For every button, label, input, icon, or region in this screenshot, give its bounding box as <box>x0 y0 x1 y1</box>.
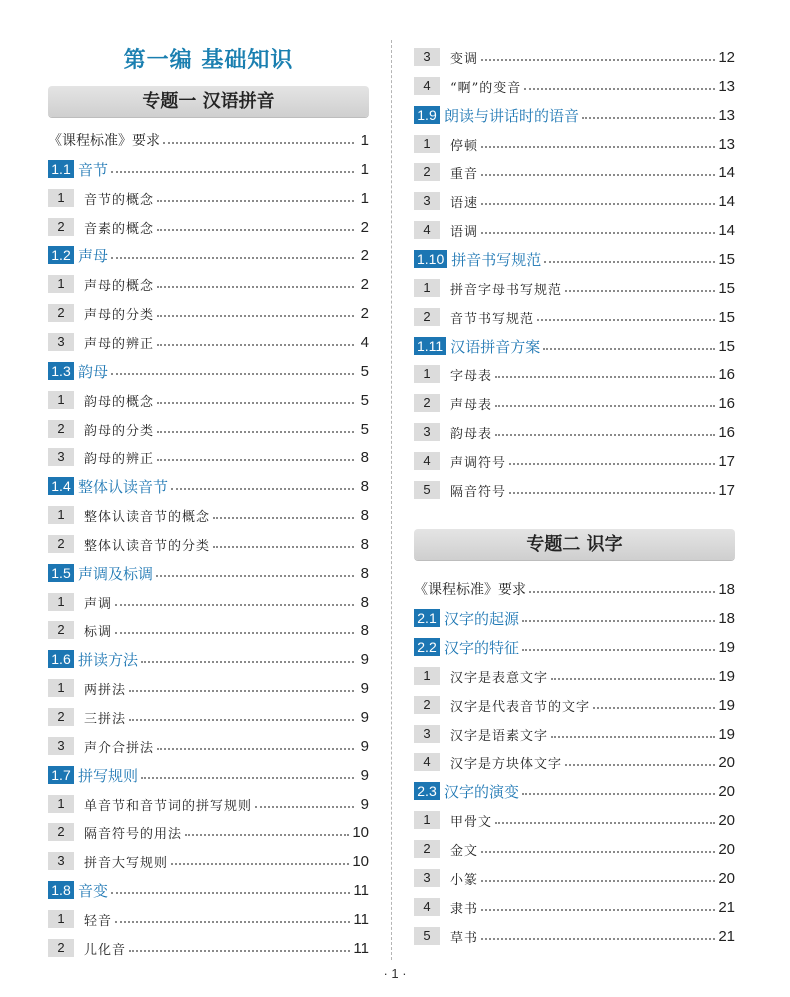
page-ref: 21 <box>718 927 735 945</box>
dot-leader <box>537 309 715 321</box>
subsection-number: 3 <box>48 448 74 466</box>
page-ref: 16 <box>718 365 735 383</box>
dot-leader <box>185 824 349 836</box>
section-number-badge: 1.4 <box>48 477 74 495</box>
toc-subsection[interactable] <box>414 666 735 686</box>
page-ref: 9 <box>360 679 369 697</box>
toc-entry-standard[interactable] <box>414 579 735 599</box>
dot-leader <box>129 709 354 721</box>
page-ref: 17 <box>718 481 735 499</box>
subsection-number: 2 <box>48 420 74 438</box>
dot-leader <box>115 911 350 923</box>
dot-leader <box>111 247 354 259</box>
subsection-title: 汉字是表意文字 <box>450 670 549 686</box>
subsection-title: 拼音大写规则 <box>84 855 169 871</box>
toc-subsection[interactable] <box>48 909 369 929</box>
page-ref: 15 <box>718 250 735 268</box>
subsection-number: 1 <box>414 667 440 685</box>
page-ref: 8 <box>360 477 369 495</box>
dot-leader <box>529 581 715 593</box>
toc-section-1-7[interactable] <box>48 765 369 785</box>
toc-subsection[interactable] <box>414 364 735 384</box>
toc-subsection[interactable] <box>48 822 369 842</box>
toc-section-1-8[interactable] <box>48 880 369 900</box>
page-ref: 14 <box>718 163 735 181</box>
subsection-number: 3 <box>48 333 74 351</box>
subsection-title: 声母的辨正 <box>84 336 155 352</box>
subsection-number: 3 <box>414 725 440 743</box>
subsection-title: 重音 <box>450 166 479 182</box>
subsection-title: 标调 <box>84 624 113 640</box>
dot-leader <box>141 767 354 779</box>
toc-subsection[interactable] <box>48 938 369 958</box>
page-ref: 5 <box>360 391 369 409</box>
subsection-title: 变调 <box>450 51 479 67</box>
section-title: 汉字的特征 <box>444 638 520 657</box>
section-title: 朗读与讲话时的语音 <box>444 106 580 125</box>
subsection-number: 2 <box>48 823 74 841</box>
toc-subsection[interactable] <box>48 505 369 525</box>
toc-subsection[interactable] <box>414 162 735 182</box>
toc-subsection[interactable] <box>414 868 735 888</box>
toc-section-1-3[interactable] <box>48 361 369 381</box>
subsection-title: 隶书 <box>450 901 479 917</box>
toc-subsection[interactable] <box>414 307 735 327</box>
page-ref: 8 <box>360 535 369 553</box>
toc-section-1-11[interactable] <box>414 336 735 356</box>
dot-leader <box>157 219 354 231</box>
subsection-number: 1 <box>48 795 74 813</box>
toc-subsection[interactable] <box>414 724 735 744</box>
toc-subsection[interactable] <box>48 332 369 352</box>
dot-leader <box>255 796 354 808</box>
section-number-badge: 1.9 <box>414 106 440 124</box>
section-title: 韵母 <box>78 362 109 381</box>
page-ref: 17 <box>718 452 735 470</box>
dot-leader <box>115 594 354 606</box>
page-ref: 14 <box>718 192 735 210</box>
toc-subsection[interactable] <box>48 217 369 237</box>
page-ref: 10 <box>352 823 369 841</box>
dot-leader <box>111 161 354 173</box>
subsection-title: 两拼法 <box>84 682 127 698</box>
toc-section-1-10[interactable] <box>414 249 735 269</box>
section-title: 汉字的演变 <box>444 782 520 801</box>
subsection-number: 1 <box>48 391 74 409</box>
toc-subsection[interactable] <box>414 926 735 946</box>
page-ref: 19 <box>718 696 735 714</box>
subsection-title: 声母的分类 <box>84 307 155 323</box>
page-ref: 16 <box>718 394 735 412</box>
subsection-number: 3 <box>414 869 440 887</box>
dot-leader <box>171 478 354 490</box>
subsection-number: 1 <box>48 506 74 524</box>
toc-section-1-4[interactable] <box>48 476 369 496</box>
subsection-title: 整体认读音节的概念 <box>84 509 211 525</box>
subsection-title: 语调 <box>450 224 479 240</box>
page-ref: 2 <box>360 246 369 264</box>
dot-leader <box>522 639 715 651</box>
dot-leader <box>481 164 715 176</box>
page-ref: 20 <box>718 782 735 800</box>
topic-heading-1: 专题一 汉语拼音 <box>48 86 369 117</box>
subsection-title: 汉字是方块体文字 <box>450 756 563 772</box>
section-title: 声调及标调 <box>78 564 154 583</box>
column-divider <box>391 40 392 960</box>
toc-section-2-2[interactable] <box>414 637 735 657</box>
subsection-title: “啊”的变音 <box>450 80 522 96</box>
subsection-number: 2 <box>414 840 440 858</box>
subsection-number: 4 <box>414 898 440 916</box>
dot-leader <box>141 651 354 663</box>
dot-leader <box>111 882 350 894</box>
toc-section-1-5[interactable] <box>48 563 369 583</box>
section-number-badge: 1.11 <box>414 337 446 355</box>
dot-leader <box>495 395 715 407</box>
page-ref: 5 <box>360 420 369 438</box>
toc-subsection[interactable] <box>414 134 735 154</box>
subsection-number: 3 <box>48 852 74 870</box>
page-number: · 1 · <box>383 966 407 981</box>
toc-subsection[interactable] <box>48 794 369 814</box>
subsection-title: 汉字是代表音节的文字 <box>450 699 591 715</box>
dot-leader <box>582 107 715 119</box>
section-number-badge: 1.1 <box>48 160 74 178</box>
toc-section-1-1[interactable] <box>48 159 369 179</box>
toc-subsection[interactable] <box>414 810 735 830</box>
toc-subsection[interactable] <box>414 393 735 413</box>
subsection-number: 4 <box>414 452 440 470</box>
dot-leader <box>565 280 715 292</box>
toc-section-1-6[interactable] <box>48 649 369 669</box>
section-title: 音节 <box>78 160 109 179</box>
page-ref: 19 <box>718 725 735 743</box>
section-title: 拼读方法 <box>78 650 139 669</box>
page-ref: 20 <box>718 840 735 858</box>
page-ref: 2 <box>360 275 369 293</box>
page-ref: 2 <box>360 304 369 322</box>
dot-leader <box>481 49 715 61</box>
toc-subsection[interactable] <box>48 678 369 698</box>
dot-leader <box>157 276 354 288</box>
dot-leader <box>481 870 715 882</box>
toc-subsection[interactable] <box>414 480 735 500</box>
subsection-number: 1 <box>414 365 440 383</box>
page-ref: 1 <box>360 189 369 207</box>
toc-subsection[interactable] <box>414 897 735 917</box>
dot-leader <box>171 853 349 865</box>
subsection-title: 韵母的概念 <box>84 394 155 410</box>
dot-leader <box>157 190 354 202</box>
subsection-number: 1 <box>48 679 74 697</box>
page-ref: 1 <box>360 131 369 149</box>
page-ref: 11 <box>353 881 369 899</box>
section-number-badge: 2.2 <box>414 638 440 656</box>
page-ref: 13 <box>718 106 735 124</box>
page-ref: 15 <box>718 279 735 297</box>
toc-subsection[interactable] <box>414 191 735 211</box>
toc-subsection[interactable] <box>414 451 735 471</box>
subsection-number: 2 <box>48 304 74 322</box>
page-ref: 9 <box>360 708 369 726</box>
toc-subsection[interactable] <box>414 220 735 240</box>
subsection-number: 2 <box>48 939 74 957</box>
page-ref: 20 <box>718 869 735 887</box>
toc-subsection[interactable] <box>414 76 735 96</box>
section-title: 声母 <box>78 246 109 265</box>
dot-leader <box>213 507 354 519</box>
page-ref: 12 <box>718 48 735 66</box>
subsection-number: 3 <box>414 192 440 210</box>
section-title: 汉字的起源 <box>444 609 520 628</box>
subsection-number: 1 <box>48 275 74 293</box>
subsection-number: 1 <box>48 593 74 611</box>
dot-leader <box>495 812 715 824</box>
dot-leader <box>481 222 715 234</box>
subsection-number: 1 <box>48 189 74 207</box>
subsection-title: 声母表 <box>450 397 493 413</box>
dot-leader <box>157 334 354 346</box>
dot-leader <box>163 132 354 144</box>
subsection-title: 隔音符号 <box>450 484 507 500</box>
toc-subsection[interactable] <box>48 534 369 554</box>
subsection-number: 1 <box>414 279 440 297</box>
subsection-number: 2 <box>48 708 74 726</box>
subsection-number: 2 <box>48 621 74 639</box>
page-ref: 20 <box>718 811 735 829</box>
subsection-title: 汉字是语素文字 <box>450 728 549 744</box>
section-number-badge: 1.8 <box>48 881 74 899</box>
page-ref: 4 <box>360 333 369 351</box>
toc-subsection[interactable] <box>48 303 369 323</box>
subsection-title: 金文 <box>450 843 479 859</box>
dot-leader <box>551 668 715 680</box>
subsection-number: 1 <box>414 811 440 829</box>
page-ref: 11 <box>353 939 369 957</box>
subsection-title: 拼音字母书写规范 <box>450 282 563 298</box>
page-ref: 16 <box>718 423 735 441</box>
subsection-number: 1 <box>48 910 74 928</box>
dot-leader <box>524 78 715 90</box>
subsection-number: 5 <box>414 927 440 945</box>
toc-subsection[interactable] <box>48 188 369 208</box>
toc-subsection[interactable] <box>414 47 735 67</box>
subsection-title: 甲骨文 <box>450 814 493 830</box>
page-ref: 20 <box>718 753 735 771</box>
subsection-title: 单音节和音节词的拼写规则 <box>84 798 253 814</box>
subsection-number: 2 <box>48 218 74 236</box>
subsection-number: 2 <box>414 308 440 326</box>
subsection-title: 轻音 <box>84 913 113 929</box>
page-ref: 19 <box>718 667 735 685</box>
dot-leader <box>157 305 354 317</box>
section-number-badge: 1.5 <box>48 564 74 582</box>
subsection-title: 三拼法 <box>84 711 127 727</box>
subsection-number: 5 <box>414 481 440 499</box>
page-ref: 19 <box>718 638 735 656</box>
page-ref: 11 <box>353 910 369 928</box>
subsection-title: 韵母的辨正 <box>84 451 155 467</box>
toc-subsection[interactable] <box>414 422 735 442</box>
dot-leader <box>495 366 715 378</box>
subsection-title: 声调 <box>84 596 113 612</box>
dot-leader <box>544 251 715 263</box>
page-ref: 2 <box>360 218 369 236</box>
subsection-title: 儿化音 <box>84 942 127 958</box>
subsection-number: 3 <box>48 737 74 755</box>
dot-leader <box>593 697 715 709</box>
subsection-number: 1 <box>414 135 440 153</box>
page-ref: 9 <box>360 795 369 813</box>
dot-leader <box>481 193 715 205</box>
section-title: 拼写规则 <box>78 766 139 785</box>
dot-leader <box>481 928 715 940</box>
subsection-number: 2 <box>414 394 440 412</box>
page-ref: 14 <box>718 221 735 239</box>
subsection-title: 声母的概念 <box>84 278 155 294</box>
page-ref: 8 <box>360 448 369 466</box>
dot-leader <box>551 726 715 738</box>
dot-leader <box>522 610 715 622</box>
dot-leader <box>509 482 715 494</box>
dot-leader <box>543 338 715 350</box>
subsection-number: 4 <box>414 77 440 95</box>
entry-title: 《课程标准》要求 <box>48 133 160 149</box>
section-number-badge: 2.1 <box>414 609 440 627</box>
section-number-badge: 1.10 <box>414 250 447 268</box>
page-ref: 15 <box>718 308 735 326</box>
subsection-title: 声介合拼法 <box>84 740 155 756</box>
page-ref: 5 <box>360 362 369 380</box>
dot-leader <box>157 421 354 433</box>
dot-leader <box>156 565 354 577</box>
dot-leader <box>495 424 715 436</box>
toc-subsection[interactable] <box>48 736 369 756</box>
subsection-title: 隔音符号的用法 <box>84 826 183 842</box>
dot-leader <box>481 841 715 853</box>
section-title: 音变 <box>78 881 109 900</box>
page-ref: 18 <box>718 580 735 598</box>
toc-subsection[interactable] <box>48 274 369 294</box>
page-ref: 21 <box>718 898 735 916</box>
page-ref: 18 <box>718 609 735 627</box>
entry-title: 《课程标准》要求 <box>414 582 526 598</box>
dot-leader <box>129 680 354 692</box>
dot-leader <box>509 453 715 465</box>
dot-leader <box>565 754 715 766</box>
page-ref: 8 <box>360 593 369 611</box>
subsection-title: 声调符号 <box>450 455 507 471</box>
subsection-title: 小篆 <box>450 872 479 888</box>
subsection-number: 4 <box>414 221 440 239</box>
section-title: 拼音书写规范 <box>451 250 542 269</box>
subsection-number: 2 <box>414 163 440 181</box>
subsection-title: 韵母表 <box>450 426 493 442</box>
page-ref: 13 <box>718 77 735 95</box>
toc-subsection[interactable] <box>48 419 369 439</box>
toc-subsection[interactable] <box>414 695 735 715</box>
subsection-number: 2 <box>414 696 440 714</box>
dot-leader <box>213 536 354 548</box>
section-title: 汉语拼音方案 <box>450 337 541 356</box>
toc-section-2-1[interactable] <box>414 608 735 628</box>
section-title: 整体认读音节 <box>78 477 169 496</box>
toc-section-1-9[interactable] <box>414 105 735 125</box>
section-number-badge: 1.6 <box>48 650 74 668</box>
section-number-badge: 1.2 <box>48 246 74 264</box>
toc-section-2-3[interactable] <box>414 781 735 801</box>
topic-heading-2: 专题二 识字 <box>414 529 735 560</box>
toc-subsection[interactable] <box>48 707 369 727</box>
toc-subsection[interactable] <box>48 592 369 612</box>
page-ref: 1 <box>360 160 369 178</box>
toc-subsection[interactable] <box>48 447 369 467</box>
toc-subsection[interactable] <box>414 278 735 298</box>
subsection-number: 3 <box>414 48 440 66</box>
toc-subsection[interactable] <box>48 390 369 410</box>
subsection-title: 语速 <box>450 195 479 211</box>
page-ref: 8 <box>360 621 369 639</box>
subsection-title: 韵母的分类 <box>84 423 155 439</box>
toc-subsection[interactable] <box>414 752 735 772</box>
dot-leader <box>111 363 354 375</box>
page-ref: 8 <box>360 564 369 582</box>
dot-leader <box>157 392 354 404</box>
subsection-title: 音素的概念 <box>84 221 155 237</box>
page-ref: 13 <box>718 135 735 153</box>
subsection-title: 整体认读音节的分类 <box>84 538 211 554</box>
dot-leader <box>157 449 354 461</box>
section-number-badge: 2.3 <box>414 782 440 800</box>
subsection-number: 2 <box>48 535 74 553</box>
section-number-badge: 1.7 <box>48 766 74 784</box>
toc-subsection[interactable] <box>414 839 735 859</box>
dot-leader <box>115 622 354 634</box>
dot-leader <box>481 136 715 148</box>
page-ref: 8 <box>360 506 369 524</box>
toc-entry-standard[interactable] <box>48 130 369 150</box>
toc-subsection[interactable] <box>48 851 369 871</box>
page-ref: 10 <box>352 852 369 870</box>
page-ref: 9 <box>360 766 369 784</box>
dot-leader <box>522 783 715 795</box>
subsection-title: 音节书写规范 <box>450 311 535 327</box>
toc-subsection[interactable] <box>48 620 369 640</box>
page-ref: 15 <box>718 337 735 355</box>
dot-leader <box>157 738 354 750</box>
part-title: 第一编 基础知识 <box>123 48 294 73</box>
subsection-title: 停顿 <box>450 138 479 154</box>
subsection-title: 字母表 <box>450 368 493 384</box>
subsection-title: 草书 <box>450 930 479 946</box>
toc-section-1-2[interactable] <box>48 245 369 265</box>
subsection-number: 3 <box>414 423 440 441</box>
page-ref: 9 <box>360 650 369 668</box>
page-ref: 9 <box>360 737 369 755</box>
dot-leader <box>129 940 350 952</box>
section-number-badge: 1.3 <box>48 362 74 380</box>
subsection-number: 4 <box>414 753 440 771</box>
subsection-title: 音节的概念 <box>84 192 155 208</box>
dot-leader <box>481 899 715 911</box>
